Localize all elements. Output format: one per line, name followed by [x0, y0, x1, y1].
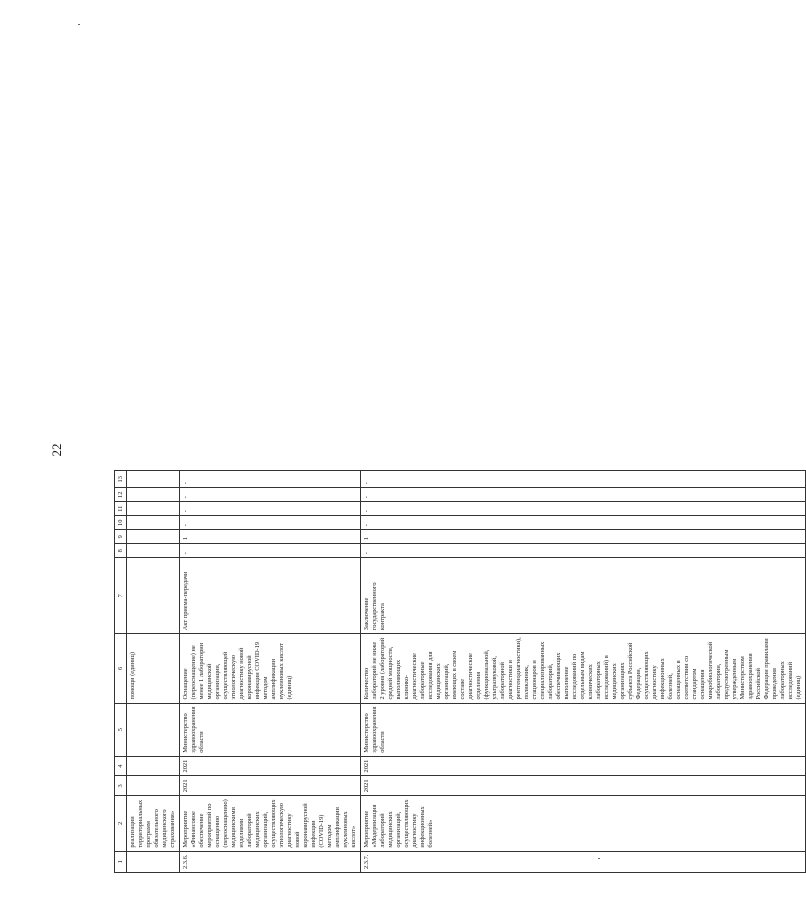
value-cell: -	[180, 502, 361, 516]
executor-cell	[127, 703, 180, 756]
header-cell: 9	[115, 530, 127, 544]
page-number: 22	[49, 443, 64, 457]
header-cell: 5	[115, 703, 127, 756]
value-cell: 1	[180, 530, 361, 544]
value-cell: -	[180, 488, 361, 502]
header-cell: 12	[115, 488, 127, 502]
row-number-cell: 2.3.7.	[361, 851, 806, 872]
activity-name-cell: Мероприятие «Модернизация лабораторий медицинских организаций, осуществляющих диагностику инфекционных болезней»	[361, 796, 806, 851]
table-row	[127, 471, 180, 873]
header-cell: 13	[115, 471, 127, 488]
activity-name-cell: реализации территориальных программ обязательного медицинского страхования»	[127, 796, 180, 851]
header-cell: 3	[115, 776, 127, 796]
value-cell: -	[361, 516, 806, 530]
control-event-cell: Заключение государственного контракта	[361, 558, 806, 634]
value-cell	[127, 530, 180, 544]
activity-name-cell: Мероприятие «Финансовое обеспечение мероприятий по оснащению (переоснащению) медицинскими изделиями лабораторий медицинских организаций, осуществляющих этиологическую диагностику новой коронавирусной инфекции (COVID-19) методом амплификации нуклеиновых кислот»	[180, 796, 361, 851]
program-activities-table	[114, 470, 806, 873]
table-row	[361, 471, 806, 873]
header-cell: 4	[115, 756, 127, 776]
header-cell: 7	[115, 558, 127, 634]
value-cell: 1	[361, 530, 806, 544]
scan-speck	[598, 858, 600, 859]
value-cell	[127, 488, 180, 502]
header-cell: 8	[115, 544, 127, 558]
column-number-header-row	[115, 471, 127, 873]
start-year-cell: 2021	[361, 776, 806, 796]
value-cell: -	[361, 488, 806, 502]
header-cell: 10	[115, 516, 127, 530]
row-number-cell: 2.3.6.	[180, 851, 361, 872]
executor-cell: Министерство здравоохранения области	[180, 703, 361, 756]
start-year-cell	[127, 776, 180, 796]
end-year-cell	[127, 756, 180, 776]
end-year-cell: 2021	[361, 756, 806, 776]
executor-cell: Министерство здравоохранения области	[361, 703, 806, 756]
scan-speck	[78, 24, 80, 25]
control-event-cell	[127, 558, 180, 634]
value-cell	[127, 516, 180, 530]
table-row	[180, 471, 361, 873]
header-cell: 6	[115, 634, 127, 703]
row-number-cell	[127, 851, 180, 872]
header-cell: 2	[115, 796, 127, 851]
value-cell: -	[180, 516, 361, 530]
result-cell: Количество лабораторий не ниже 2 уровня (лабораторий средней мощности, выполняющих клинико-диагностические лабораторные исследования для медицинских организаций, имеющих в своем составе диагностические отделения (функциональной, ультразвуковой, лабораторной диагностики и рентгенодиагностики), поликлиник, стационаров и специализированных лабораторий, обеспечивающих выполнение исследований по отдельным видам клинических лабораторных исследований) в медицинских организациях субъекта Российской Федерации, осуществляющих диагностику инфекционных болезней, оснащенных в соответствии со стандартом оснащения микробиологической лаборатории, предусмотренным утвержденным Министерством здравоохранения Российской Федерации правилами проведения лабораторных исследований (единиц)	[361, 634, 806, 703]
value-cell	[127, 544, 180, 558]
value-cell: -	[361, 502, 806, 516]
control-event-cell: Акт приема-передачи	[180, 558, 361, 634]
header-cell: 1	[115, 851, 127, 872]
value-cell	[127, 471, 180, 488]
value-cell: -	[361, 544, 806, 558]
value-cell: -	[361, 471, 806, 488]
value-cell: -	[180, 471, 361, 488]
result-cell: помощи (единиц)	[127, 634, 180, 703]
header-cell: 11	[115, 502, 127, 516]
end-year-cell: 2021	[180, 756, 361, 776]
result-cell: Оснащение (переоснащение) не менее 1 лаборатории медицинской организации, осуществляющей этиологическую диагностику новой коронавирусной инфекции COVID-19 методом амплификации нуклеиновых кислот (единиц)	[180, 634, 361, 703]
value-cell	[127, 502, 180, 516]
start-year-cell: 2021	[180, 776, 361, 796]
value-cell: -	[180, 544, 361, 558]
